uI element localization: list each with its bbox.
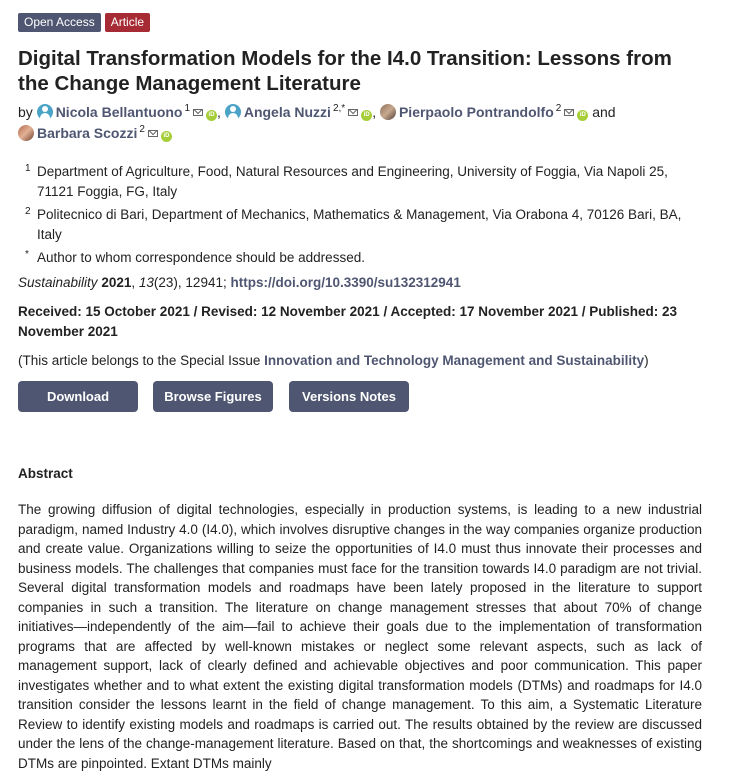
doi-link[interactable]: https://doi.org/10.3390/su132312941 <box>230 275 461 290</box>
email-icon[interactable] <box>193 109 203 116</box>
affiliation-text: Author to whom correspondence should be addressed. <box>37 250 365 265</box>
affiliation-item <box>18 248 708 268</box>
orcid-icon[interactable]: iD <box>161 131 172 142</box>
email-icon[interactable] <box>348 109 358 116</box>
affiliations-list <box>18 162 708 271</box>
authors-and: and <box>592 104 616 120</box>
email-icon[interactable] <box>564 109 574 116</box>
article-badges <box>18 13 150 32</box>
citation-year: 2021 <box>101 275 132 290</box>
authors-prefix: by <box>18 104 33 120</box>
download-button[interactable]: Download <box>18 381 138 412</box>
author-link[interactable]: Angela Nuzzi <box>243 104 331 120</box>
author-photo-icon <box>18 125 34 141</box>
orcid-icon[interactable]: iD <box>361 110 372 121</box>
author-link[interactable]: Barbara Scozzi <box>37 125 138 141</box>
affiliation-text: Department of Agriculture, Food, Natural Resources and Engineering, University of Foggia, Via Napoli 25, 71121 Foggia, FG, Italy <box>37 164 668 199</box>
orcid-icon[interactable]: iD <box>577 110 588 121</box>
email-icon[interactable] <box>148 130 158 137</box>
citation-issue: (23) <box>153 275 178 290</box>
article-type-badge: Article <box>105 13 150 32</box>
author-photo-icon <box>380 104 396 120</box>
abstract-text: The growing diffusion of digital technologies, especially in production systems, is leading to a new industrial paradigm, named Industry 4.0 (I4.0), which involves disruptive changes in the way companies organize production and create value. Organizations willing to seize the opportunities of I4.0 must thus innovate their processes and business models. The challenges that companies must face for the transition towards I4.0 paradigm are not trivial. Several digital transformation models and roadmaps have been lately proposed in the literature to support companies in such a transition. The literature on change management stresses that about 70% of change initiatives—independently of the aim—fail to achieve their goals due to the implementation of transformation programs that are affected by well-known mistakes or neglect some relevant aspects, such as lack of management support, lack of clearly defined and achievable objectives and poor communication. This paper investigates whether and to what extent the existing digital transformation models (DTMs) and roadmaps for I4.0 transition consider the lessons learnt in the field of change management. To this aim, a Systematic Literature Review to identify existing models and roadmaps is carried out. The results obtained by the review are discussed under the lens of the change-management literature. Based on that, the shortcomings and weaknesses of existing DTMs are pinpointed. Extant DTMs mainly <box>18 502 702 771</box>
author-affiliation-mark: 2 <box>555 103 562 115</box>
affiliation-text: Politecnico di Bari, Department of Mechanics, Mathematics & Management, Via Orabona 4, 70126 Bari, BA, Italy <box>37 207 682 242</box>
author-link[interactable]: Nicola Bellantuono <box>55 104 183 120</box>
author-link[interactable]: Pierpaolo Pontrandolfo <box>398 104 554 120</box>
affiliation-item <box>18 162 708 202</box>
open-access-badge[interactable]: Open Access <box>18 13 101 32</box>
author-avatar-icon <box>37 104 53 120</box>
publication-dates: Received: 15 October 2021 / Revised: 12 November 2021 / Accepted: 17 November 2021 / Published: 23 November 2021 <box>18 304 678 339</box>
orcid-icon[interactable]: iD <box>206 110 217 121</box>
special-issue-suffix: ) <box>644 353 649 368</box>
citation-article-number: , 12941; <box>177 275 231 290</box>
affiliation-mark: 2 <box>25 206 31 217</box>
affiliation-item <box>18 205 708 245</box>
special-issue-note <box>18 351 649 371</box>
article-actions <box>18 381 409 412</box>
citation-line: Sustainability 2021, 13(23), 12941; https://doi.org/10.3390/su132312941 <box>18 275 461 290</box>
author-affiliation-mark: 1 <box>184 103 191 115</box>
journal-name: Sustainability <box>18 275 98 290</box>
browse-figures-button[interactable]: Browse Figures <box>153 381 273 412</box>
versions-notes-button[interactable]: Versions Notes <box>289 381 409 412</box>
abstract-heading: Abstract <box>18 466 73 481</box>
special-issue-link[interactable]: Innovation and Technology Management and Sustainability <box>264 353 645 368</box>
author-affiliation-mark: 2,* <box>332 103 346 115</box>
author-affiliation-mark: 2 <box>139 124 145 136</box>
author-avatar-icon <box>225 104 241 120</box>
article-title: Digital Transformation Models for the I4.0 Transition: Lessons from the Change Management Literature <box>18 47 672 95</box>
special-issue-prefix: (This article belongs to the Special Issue <box>18 353 265 368</box>
author-list: by Nicola Bellantuono $^1$iD , Angela Nuzzi $^{2,*}$iD , Pierpaolo Pontrandolfo $^2$iD and Barbara Scozzi $^2$iD <box>18 103 616 141</box>
affiliation-mark: * <box>25 249 29 260</box>
citation-volume: 13 <box>138 275 154 290</box>
affiliation-mark: 1 <box>25 163 31 174</box>
